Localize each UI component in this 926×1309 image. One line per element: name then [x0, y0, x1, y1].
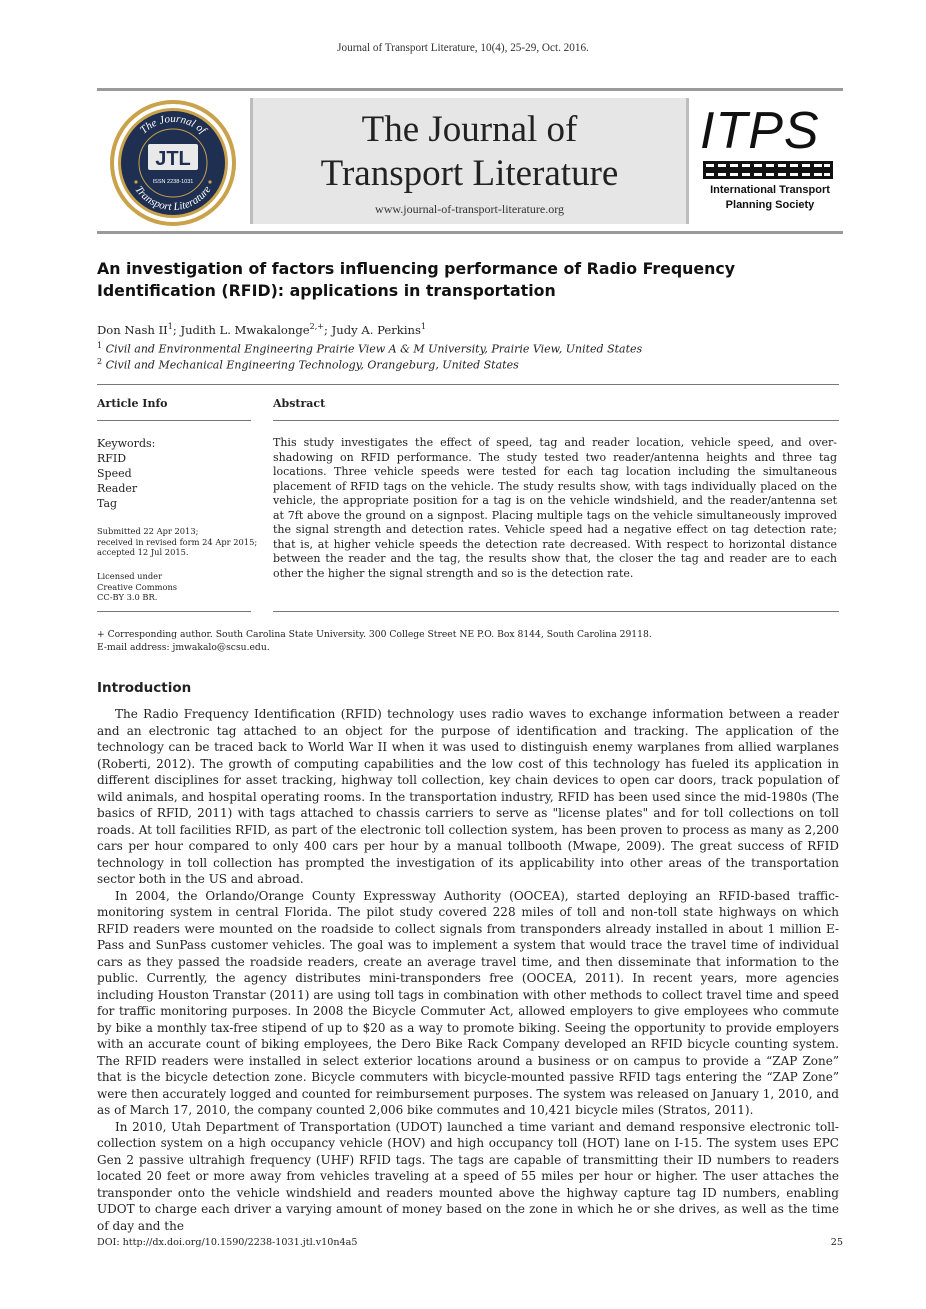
submission-dates — [97, 526, 257, 558]
keyword: Reader — [97, 482, 138, 495]
license-line: CC-BY 3.0 BR. — [97, 592, 158, 602]
author-name: Judy A. Perkins — [331, 322, 421, 337]
jtl-seal-logo — [108, 98, 238, 228]
page-number: 25 — [830, 1237, 843, 1248]
abstract-divider — [273, 420, 839, 421]
itps-society-name — [690, 183, 850, 213]
author-affiliation-marker: 2,+ — [309, 322, 324, 331]
article-info-divider — [97, 420, 251, 421]
journal-title-line2: Transport Literature — [320, 153, 619, 194]
running-head: Journal of Transport Literature, 10(4), 25-29, Oct. 2016. — [337, 42, 589, 54]
author-affiliation-marker: 1 — [420, 322, 427, 331]
introduction-body — [97, 706, 839, 1234]
affiliation-number: 2 — [97, 357, 103, 366]
date-line: Submitted 22 Apr 2013; — [97, 526, 199, 536]
footnote-email[interactable]: E-mail address: jmwakalo@scsu.edu. — [97, 641, 270, 653]
date-line: accepted 12 Jul 2015. — [97, 547, 189, 557]
itps-logo-acronym: ITPS — [700, 102, 820, 160]
body-paragraph: The Radio Frequency Identification (RFID) technology uses radio waves to exchange information between a reader and an electronic tag attached to an object for the purpose of identification and tracking. The application of the technology can be traced back to World War II when it was used to distinguish enemy warplanes from allied warplanes (Roberti, 2012). The growth of computing capabilities and the low cost of this technology has fueled its application in different disciplines for asset tracking, highway toll collection, key chain devices to open car doors, track population of wild animals, and hospital operating rooms. In the transportation industry, RFID has been used since the mid-1980s (The basics of RFID, 2011) with tags attached to chassis carriers to serve as "license plates" and for toll collections on toll roads. At toll facilities RFID, as part of the electronic toll collection system, has been proven to process as many as 2,200 cars per hour compared to only 400 cars per hour by a manual tollbooth (Mwape, 2009). The great success of RFID technology in toll collection has prompted the investigation of its applicability into other areas of the transportation sector both in the US and abroad. — [97, 707, 839, 886]
journal-url[interactable]: www.journal-of-transport-literature.org — [375, 202, 564, 216]
doi-footer[interactable]: DOI: http://dx.doi.org/10.1590/2238-1031.jtl.v10n4a5 — [97, 1237, 358, 1248]
abstract-heading: Abstract — [273, 397, 326, 410]
affiliation-text: Civil and Environmental Engineering Prairie View A & M University, Prairie View, United States — [105, 342, 643, 356]
keyword: Speed — [97, 467, 132, 480]
affiliation-number: 1 — [97, 341, 103, 350]
affiliation-text: Civil and Mechanical Engineering Technology, Orangeburg, United States — [105, 358, 519, 372]
body-paragraph: In 2004, the Orlando/Orange County Expressway Authority (OOCEA), started deploying an RFID-based traffic-monitoring system in central Florida. The pilot study covered 228 miles of toll and non-toll state highways on which RFID readers were mounted on the roadside to collect signals from transponders already installed in about 1 million E-Pass and SunPass customer vehicles. The goal was to implement a system that would trace the travel time of individual cars as they passed the roadside readers, create an average travel time, and then disseminate that information to the public. Currently, the agency distributes mini-transponders free (OOCEA, 2011). In recent years, more agencies including Houston Transtar (2011) are using toll tags in combination with other methods to collect travel time and speed for traffic monitoring purposes. In 2008 the Bicycle Commuter Act, allowed employers to give employees who commute by bike a monthly tax-free stipend of up to $20 as a way to promote biking. Seeing the opportunity to provide employers with an accurate count of biking employees, the Dero Bike Rack Company developed an RFID bicycle counting system. The RFID readers were installed in select exterior locations around a business or on campus to provide a “ZAP Zone” that is the bicycle detection zone. Bicycle commuters with bicycle-mounted passive RFID tags entering the “ZAP Zone” were then accurately logged and counted for reimbursement purposes. The system was released on January 1, 2010, and as of March 17, 2010, the company counted 2,006 bike commutes and 10,421 bicycle miles (Stratos, 2011). — [97, 888, 839, 1117]
keywords-label: Keywords: — [97, 437, 156, 450]
abstract-bottom-divider — [273, 611, 839, 612]
license-line: Licensed under — [97, 571, 163, 581]
license-line: Creative Commons — [97, 581, 178, 592]
body-paragraph: In 2010, Utah Department of Transportation (UDOT) launched a time variant and demand responsive electronic toll-collection system on a high occupancy vehicle (HOV) and high occupancy toll (HOT) lane on I-15. The system uses EPC Gen 2 passive ultrahigh frequency (UHF) RFID tags. The tags are capable of transmitting their ID numbers to readers located 20 feet or more away from vehicles traveling at a speed of 55 miles per hour or higher. The user attaches the transponder onto the vehicle windshield and readers mounted above the highway capture tag ID numbers, enabling UDOT to charge each driver a varying amount of money based on the zone in which he or she drives, as well as the time of day and the — [97, 1119, 839, 1233]
article-info-bottom-divider — [97, 611, 251, 612]
author-separator: ; — [172, 322, 181, 337]
license-info — [97, 571, 177, 603]
date-line: received in revised form 24 Apr 2015; — [97, 536, 258, 547]
abstract-text: This study investigates the effect of speed, tag and reader location, vehicle speed, and over-shadowing on RFID performance. The study tested two reader/antenna heights and three tag locations. Three vehicle speeds were tested for each tag location including the simultaneous placement of RFID tags on the vehicle. The study results show, with tags individually placed on the vehicle, the appropriate position for a tag is on the vehicle windshield, and the reader/antenna set at 7ft above the ground on a signpost. Placing multiple tags on the vehicle simultaneously improved the signal strength and detection rates. Vehicle speed had a negative effect on tag detection rate; that is, at higher vehicle speeds the detection rate decreased. With respect to horizontal distance between the reader and the tag, the results show that, the closer the tag and reader are to each other the higher the signal strength and so is the detection rate. — [273, 436, 837, 580]
itps-name-line2: Planning Society — [725, 199, 815, 211]
author-list — [97, 322, 426, 337]
footnote-address: + Corresponding author. South Carolina State University. 300 College Street NE P.O. Box 8144, South Carolina 29118. — [97, 629, 652, 640]
keywords-block — [97, 436, 155, 511]
author-name: Judith L. Mwakalonge — [180, 322, 310, 337]
svg-text:ISSN 2238-1031: ISSN 2238-1031 — [152, 179, 194, 185]
article-info-heading: Article Info — [97, 397, 168, 410]
affiliation-1 — [97, 341, 642, 356]
affiliation-2 — [97, 357, 519, 372]
corresponding-author-footnote — [97, 629, 843, 654]
svg-text:Transport Literature: Transport Literature — [132, 183, 214, 214]
keyword: RFID — [97, 452, 127, 465]
journal-title-line1: The Journal of — [361, 109, 578, 150]
keyword: Tag — [97, 497, 118, 510]
author-separator: ; — [324, 322, 332, 337]
section-divider — [97, 384, 839, 385]
journal-title — [253, 108, 686, 196]
banner-bottom-rule — [97, 231, 843, 234]
paper-title: An investigation of factors influencing performance of Radio Frequency Identification (RFID): applications in transportation — [97, 259, 736, 300]
banner-top-rule — [97, 88, 843, 91]
itps-film-strip-icon — [703, 161, 833, 179]
journal-banner — [250, 98, 689, 224]
introduction-heading: Introduction — [97, 680, 192, 696]
author-affiliation-marker: 1 — [167, 322, 173, 331]
itps-name-line1: International Transport — [710, 184, 830, 196]
svg-text:JTL: JTL — [155, 148, 191, 170]
svg-text:The Journal of: The Journal of — [137, 113, 209, 137]
author-name: Don Nash II — [97, 322, 168, 337]
